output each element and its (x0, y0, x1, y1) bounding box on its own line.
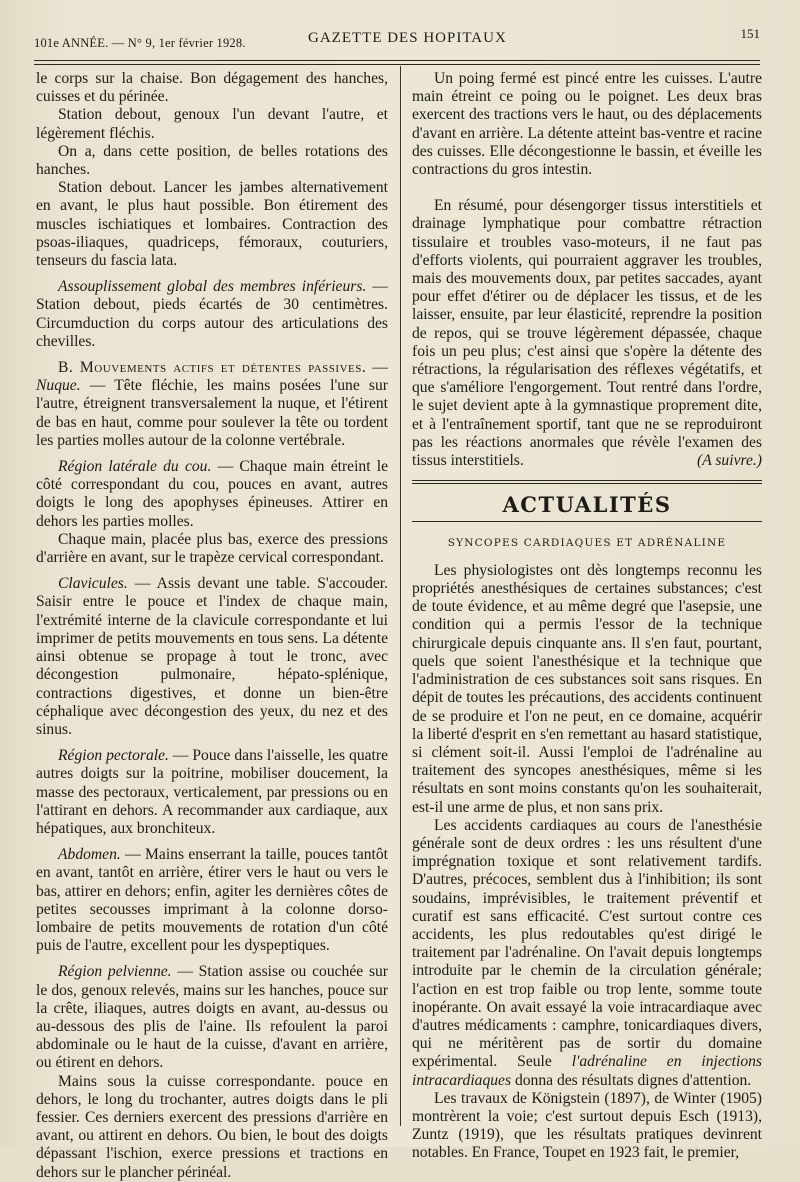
paragraph: Les physiologistes ont dès longtemps reconnu les propriétés anesthésiques de certaines substances; c'est de toute évidence, et au même degré que l'asepsie, une condition qui a permis l'essor de la technique chirurgicale depuis cinquante ans. Il s'en faut, pourtant, quels que soient l'anesthésique et la technique que l'administration de ces substances soit sans risques. En dépit de toutes les précautions, des accidents continuent de se produire et l'on ne peut, en ce domaine, acquérir la liberté d'esprit en s'en remettant au hasard statistique, si clément soit-il. Aussi l'emploi de l'adrénaline au traitement des syncopes anesthésiques, même si les résultats en sont moins constants qu'on les souhaiterait, est-il une arme de plus, et non sans prix. (412, 561, 762, 816)
subsection-lead: Clavicules. (58, 575, 128, 593)
paragraph: Station debout, genoux l'un devant l'autre, et légèrement fléchis. (36, 106, 388, 142)
left-column (36, 70, 388, 1182)
journal-title: GAZETTE DES HOPITAUX (308, 30, 507, 46)
column-divider (400, 66, 401, 1126)
paragraph: Mains sous la cuisse correspondante. pouce en dehors, le long du trochanter, autres doigts dans le pli fessier. Ces derniers exercent des pressions d'arrière en avant, ou attirent en dehors. Ou bien, le bout des doigts dépassant l'ischion, exerce pressions et tractions en dehors sur le plancher périnéal. (36, 1072, 388, 1181)
paragraph-text: — Station debout, pieds écartés de 30 centimètres. Circumduction du corps autour des articulations des chevilles. (36, 278, 389, 350)
paragraph-text: — Mains enserrant la taille, pouces tantôt en avant, tantôt en arrière, étirer vers le haut ou vers le bas, attirer en dehors; enfin, agiter les dernières côtes de petites secousses imprimant à la colonne dorso-lombaire de petits mouvements de rotation d'un côté puis de l'autre, excellent pour les dyspeptiques. (36, 846, 388, 955)
header-rule (34, 60, 760, 61)
paragraph-assouplissement (36, 278, 388, 351)
paragraph-text: Les accidents cardiaques au cours de l'anesthésie générale sont de deux ordres : les uns résultent d'une imprégnation toxique et sont relativement tardifs. D'autres, précoces, semblent dus à l'inhibition; ils sont soudains, imprévisibles, le traitement préventif et curatif est sans efficacité. C'est surtout contre ces accidents, les plus redoutables qu'est dirigé le traitement par l'adrénaline. On l'avait depuis longtemps introduite par le chemin de la circulation générale; l'action en est trop faible ou trop lente, somme toute inopérante. On avait essayé la voie intracardiaque avec d'autres médicaments : camphre, tonicardiaques divers, qui ne méritèrent pas de sortir du domaine expérimental. Seule (412, 816, 762, 1071)
section-rule (412, 521, 762, 522)
paragraph-text: — Pouce dans l'aisselle, les quatre autres doigts sur la poitrine, mobiliser doucement, la masse des pectoraux, verticalement, par pressions ou en l'attirant en dehors. A recommander aux cardiaque, aux hépatiques, aux bronchiteux. (36, 747, 388, 837)
paragraph: Station debout. Lancer les jambes alternativement en avant, le plus haut possible. Bon étirement des muscles ischiatiques et lombaires. Contraction des psoas-iliaques, quadriceps, fémoraux, couturiers, tenseurs du fascia lata. (36, 179, 388, 270)
paragraph (412, 817, 762, 1090)
paragraph-resume: En résumé, pour désengorger tissus interstitiels et drainage lymphatique pour combattre rétraction tissulaire et troubles vaso-moteurs, il ne faut pas d'efforts violents, qui pourraient aggraver les troubles, mais des mouvements doux, par petites saccades, ayant pour effet d'étirer ou de déplacer les tissus, et de les laisser, ensuite, par leur élasticité, reprendre la position de repos, qui se trouve légèrement dépassée, chaque fois un peu plus; c'est ainsi que s'opère la détente des rétractions, la régularisation des réflexes végétatifs, et que s'améliore l'engorgement. Tout rentré dans l'ordre, le sujet devient apte à la gymnastique proprement dite, et à l'entraînement sportif, tant que ne se reproduiront pas les réactions anormales que révèle l'examen des tissus interstitiels. (412, 197, 762, 470)
paragraph-text: donna des résultats dignes d'attention. (511, 1071, 752, 1089)
paragraph-abdomen (36, 846, 388, 955)
section-separator (412, 480, 762, 484)
subsection-lead: Abdomen. (58, 846, 121, 864)
paragraph: Un poing fermé est pincé entre les cuisses. L'autre main étreint ce poing ou le poignet. Les deux bras exercent des tractions vers le haut, ou des déplacements d'avant en arrière. La détente atteint bas-ventre et racine des cuisses. Elle décongestionne le bassin, et éveille les contractions du gros intestin. (412, 70, 762, 179)
page-number: 151 (740, 26, 760, 41)
paragraph: Les travaux de Königstein (1897), de Winter (1905) montrèrent la voie; c'est surtout depuis Esch (1913), Zuntz (1919), que les résultats pratiques devinrent notables. En France, Toupet en 1923 fait, le premier, (412, 1089, 762, 1162)
subsection-lead: Région pelvienne. (58, 963, 172, 981)
paragraph-text: — Tête fléchie, les mains posées l'une sur l'autre, étreignent transversalement la nuque, et l'étirent de bas en haut, comme pour soulever la tête ou tordent les parties molles autour de la colonne vertébrale. (36, 377, 388, 449)
paragraph-pelvienne (36, 963, 388, 1072)
paragraph: Chaque main, placée plus bas, exerce des pressions d'arrière en avant, sur le trapèze cervical correspondant. (36, 530, 388, 567)
paragraph-clavicules (36, 575, 388, 739)
section-lead: B. Mouvements actifs et détentes passives. (58, 359, 367, 377)
subsection-lead: Région latérale du cou. (58, 458, 212, 476)
emphasis-text: l'adrénaline en injections intracardiaques (412, 1053, 762, 1089)
dash: — (366, 359, 388, 377)
subsection-lead: Région pectorale. (58, 747, 169, 765)
subsection-lead: Assouplissement global des membres inférieurs. (58, 278, 367, 296)
subsection-lead: Nuque. (36, 377, 81, 395)
section-title: ACTUALITÉS (502, 492, 672, 518)
paragraph-text: — Assis devant une table. S'accouder. Saisir entre le pouce et l'index de chaque main, l'extrémité interne de la clavicule correspondante et lui imprimer de petits mouvements en tous sens. La détente ainsi obtenue se propage à tout le tronc, avec décongestion pulmonaire, hépato-splénique, contractions digestives, et donne un bien-être céphalique avec décongestion des yeux, du nez et des sinus. (36, 575, 388, 738)
paragraph-cou (36, 458, 388, 531)
page-header (34, 26, 760, 56)
header-rule-thin (34, 64, 760, 65)
issue-line: 101e ANNÉE. — N° 9, 1er février 1928. (34, 36, 246, 50)
paragraph-pectorale (36, 747, 388, 838)
paragraph: On a, dans cette position, de belles rotations des hanches. (36, 142, 388, 179)
paragraph: le corps sur la chaise. Bon dégagement des hanches, cuisses et du périnée. (36, 70, 388, 106)
paragraph-mouvements (36, 359, 388, 450)
article-subhead: SYNCOPES CARDIAQUES ET ADRÉNALINE (447, 536, 727, 549)
right-column (412, 70, 762, 1163)
to-be-continued: (A suivre.) (697, 452, 762, 470)
paragraph-text: — Chaque main étreint le côté correspondant du cou, pouces en avant, autres doigts le long des apophyses épineuses. Attirer en dehors les parties molles. (36, 458, 389, 530)
paragraph-text: — Station assise ou couchée sur le dos, genoux relevés, mains sur les hanches, pouce sur la crête, iliaques, autres doigts en avant, au-dessus ou au-dessous des plis de l'aine. Ils refoulent la paroi abdominale ou le haut de la cuisse, d'avant en arrière, ou étirent en dehors. (36, 963, 388, 1072)
